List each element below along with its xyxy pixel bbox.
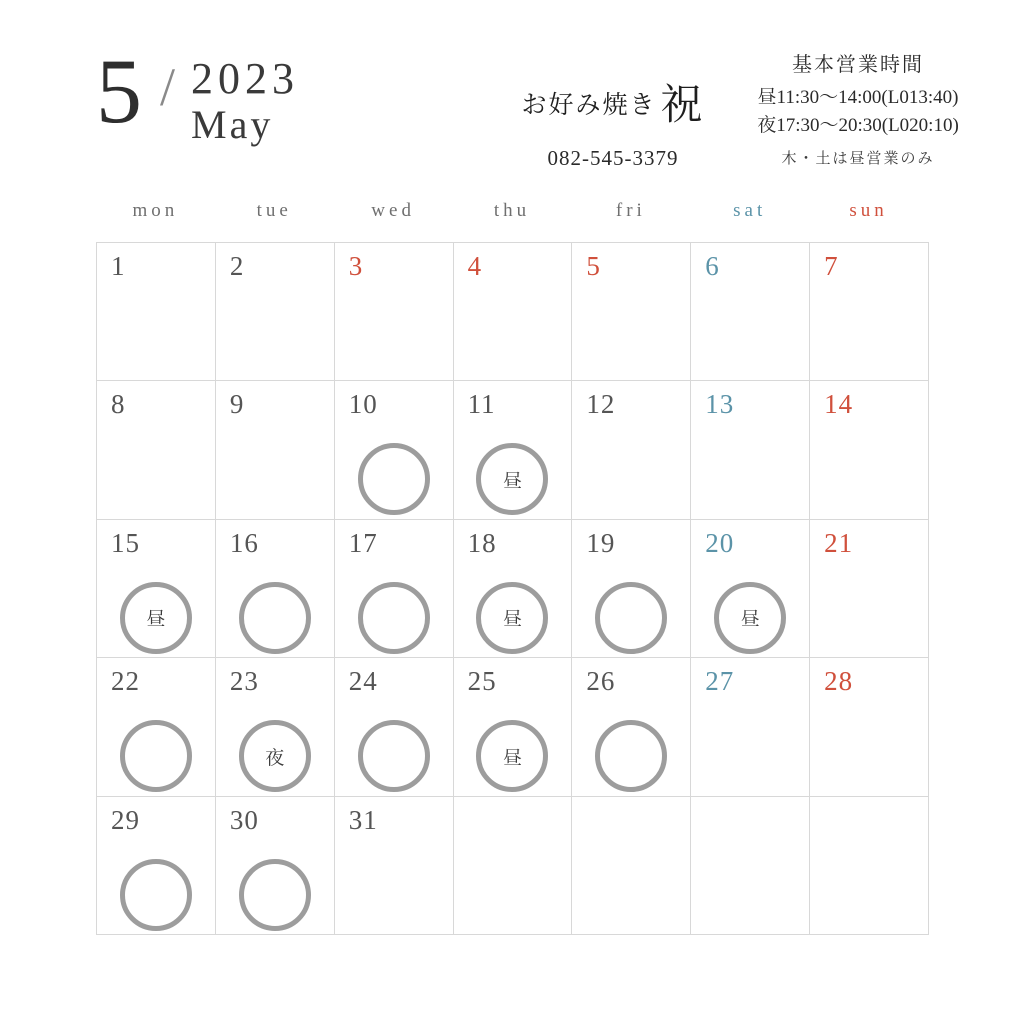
closed-circle-icon (239, 720, 311, 792)
closed-circle-icon (595, 582, 667, 654)
calendar-day-cell[interactable] (810, 243, 929, 381)
weekday-label-thu: thu (493, 200, 531, 221)
weekday-header-row (96, 200, 928, 222)
circle-label: 夜 (265, 747, 285, 769)
calendar-day-cell[interactable] (335, 243, 454, 381)
day-number: 4 (467, 251, 483, 281)
calendar-day-cell[interactable] (216, 381, 335, 519)
calendar-day-cell[interactable] (216, 243, 335, 381)
calendar-day-cell[interactable] (810, 520, 929, 658)
circle-label: 昼 (502, 470, 522, 492)
month-title-block (96, 40, 300, 148)
closed-circle-icon (595, 720, 667, 792)
calendar-day-cell[interactable] (454, 243, 573, 381)
circle-label: 昼 (502, 609, 522, 631)
calendar-header (0, 0, 1024, 190)
calendar-day-cell[interactable] (454, 520, 573, 658)
business-hours-dinner: 夜17:30〜20:30(L020:10) (757, 114, 959, 136)
closed-circle-icon (714, 582, 786, 654)
calendar-day-cell[interactable] (454, 381, 573, 519)
shop-name-kanji: 祝 (660, 83, 705, 129)
calendar-day-cell[interactable] (335, 658, 454, 796)
day-number: 8 (111, 389, 126, 420)
calendar-day-cell[interactable] (335, 520, 454, 658)
day-number: 21 (824, 527, 854, 558)
day-number: 10 (348, 389, 378, 420)
day-number: 12 (586, 389, 616, 420)
calendar-day-cell[interactable] (572, 520, 691, 658)
year-month-stack (191, 56, 299, 148)
day-number: 22 (111, 666, 140, 697)
closed-circle-icon (358, 443, 430, 515)
calendar-day-cell[interactable] (97, 381, 216, 519)
day-number: 27 (705, 666, 735, 697)
day-number: 28 (824, 666, 854, 697)
closed-circle-icon (358, 582, 430, 654)
shop-name (488, 72, 738, 132)
calendar-cell-empty (810, 797, 929, 935)
weekday-label-mon: mon (132, 200, 179, 221)
day-number: 20 (705, 527, 735, 558)
calendar-day-cell[interactable] (335, 797, 454, 935)
calendar-day-cell[interactable] (216, 658, 335, 796)
business-hours-block (718, 48, 998, 168)
day-number: 3 (348, 251, 364, 281)
calendar-cell-empty (454, 797, 573, 935)
closed-circle-icon (120, 859, 192, 931)
calendar-day-cell[interactable] (810, 381, 929, 519)
shop-phone: 082-545-3379 (547, 146, 679, 170)
business-hours-note: 木・土は昼営業のみ (781, 151, 935, 168)
calendar-day-cell[interactable] (691, 520, 810, 658)
day-number: 16 (229, 527, 259, 558)
calendar-day-cell[interactable] (572, 381, 691, 519)
month-number: 5 (96, 40, 142, 142)
slash-separator: / (160, 57, 176, 117)
day-number: 13 (705, 389, 735, 420)
calendar-day-cell[interactable] (572, 658, 691, 796)
calendar-cell-empty (691, 797, 810, 935)
calendar-day-cell[interactable] (691, 658, 810, 796)
circle-label: 昼 (146, 609, 166, 631)
day-number: 9 (229, 389, 245, 420)
calendar-day-cell[interactable] (97, 658, 216, 796)
calendar-day-cell[interactable] (97, 243, 216, 381)
day-number: 24 (348, 666, 378, 697)
circle-label: 昼 (740, 609, 760, 631)
shop-name-prefix: お好み焼き (521, 92, 657, 119)
calendar-grid (96, 242, 929, 935)
day-number: 19 (586, 527, 616, 558)
day-number: 7 (824, 251, 839, 281)
day-number: 1 (111, 251, 126, 281)
closed-circle-icon (476, 443, 548, 515)
calendar-day-cell[interactable] (810, 658, 929, 796)
day-number: 14 (824, 389, 854, 420)
day-number: 11 (467, 389, 496, 420)
day-number: 29 (111, 804, 140, 835)
day-number: 25 (467, 666, 497, 697)
calendar-day-cell[interactable] (572, 243, 691, 381)
day-number: 15 (111, 527, 140, 558)
shop-info-block (488, 72, 738, 171)
day-number: 6 (705, 251, 720, 281)
calendar-day-cell[interactable] (97, 520, 216, 658)
calendar-day-cell[interactable] (97, 797, 216, 935)
closed-circle-icon (476, 720, 548, 792)
day-number: 26 (586, 666, 616, 697)
weekday-label-sun: sun (849, 200, 888, 221)
day-number: 23 (229, 666, 259, 697)
calendar-day-cell[interactable] (691, 381, 810, 519)
closed-circle-icon (239, 859, 311, 931)
business-hours-lunch: 昼11:30〜14:00(L013:40) (757, 87, 959, 108)
day-number: 2 (229, 251, 245, 281)
calendar-cell-empty (572, 797, 691, 935)
calendar-day-cell[interactable] (335, 381, 454, 519)
business-hours-title: 基本営業時間 (792, 54, 924, 76)
weekday-label-tue: tue (256, 200, 292, 221)
weekday-label-sat: sat (733, 200, 767, 221)
day-number: 17 (348, 527, 378, 558)
closed-circle-icon (476, 582, 548, 654)
day-number: 31 (348, 804, 378, 835)
calendar-day-cell[interactable] (216, 520, 335, 658)
weekday-label-wed: wed (371, 200, 415, 221)
closed-circle-icon (120, 582, 192, 654)
closed-circle-icon (239, 582, 311, 654)
month-name-label: May (191, 102, 274, 148)
calendar-day-cell[interactable] (691, 243, 810, 381)
closed-circle-icon (120, 720, 192, 792)
day-number: 30 (229, 804, 259, 835)
calendar-day-cell[interactable] (454, 658, 573, 796)
circle-label: 昼 (502, 747, 522, 769)
year-label: 2023 (191, 54, 300, 103)
closed-circle-icon (358, 720, 430, 792)
day-number: 18 (467, 527, 497, 558)
day-number: 5 (586, 251, 601, 281)
calendar-day-cell[interactable] (216, 797, 335, 935)
weekday-label-fri: fri (615, 200, 646, 221)
